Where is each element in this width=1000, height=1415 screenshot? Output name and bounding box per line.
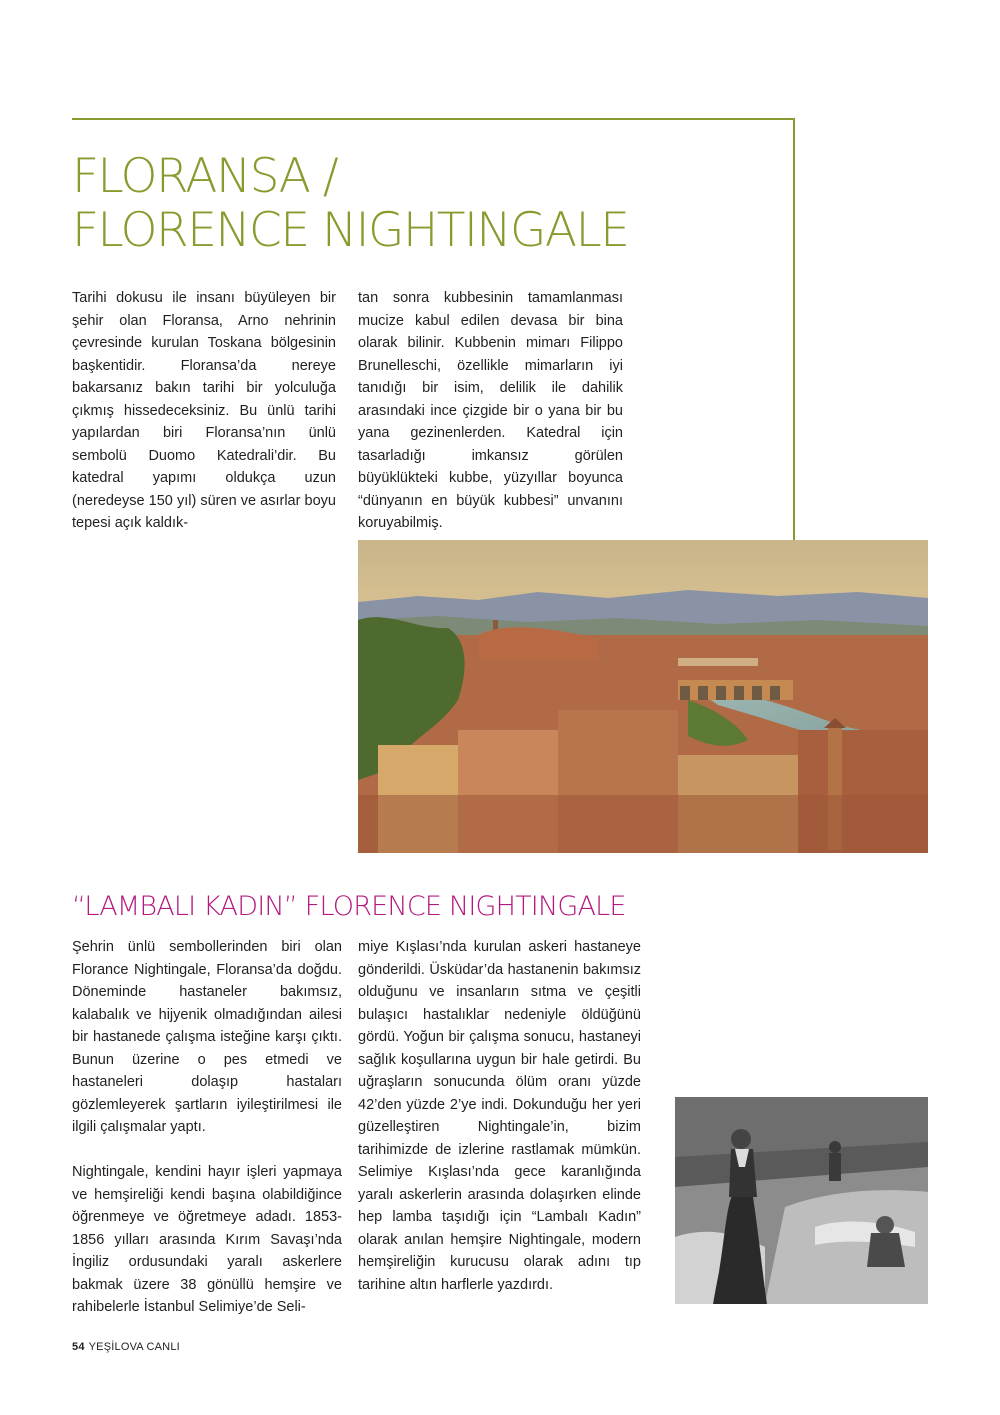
page-number: 54 (72, 1341, 85, 1353)
intro-paragraph-1: Tarihi dokusu ile insanı büyüleyen bir şehir olan Floransa, Arno nehrinin çevresinde kurulan Toskana bölgesinin başkentidir. Floransa’da nereye bakarsanız bakın tarihi bir yolculuğa çıkmış hissedeceksiniz. Bu ünlü tarihi yapılardan biri Floransa’nın ünlü sembolü Duomo Katedrali’dir. Bu katedral yapımı oldukça uzun (neredeyse 150 yıl) süren ve asırlar boyu tepesi açık kaldık- (72, 290, 336, 531)
frame-right-rule (793, 118, 795, 608)
body-column-2 (358, 936, 641, 1296)
frame-top-rule (72, 118, 795, 120)
nightingale-engraving-photo (675, 1097, 928, 1304)
body-column-1 (72, 936, 342, 1319)
intro-column-1 (72, 287, 336, 535)
intro-column-2 (358, 287, 623, 535)
section-subtitle: “LAMBALI KADIN” FLORENCE NIGHTINGALE (72, 891, 626, 922)
intro-paragraph-2: tan sonra kubbesinin tamamlanması mucize kabul edilen devasa bir bina olarak bilinir. Kubbenin mimarı Filippo Brunelleschi, özellikle mimarların iyi tanıdığı bir isim, delilik ile dahilik arasındaki ince çizgide bir o yana bir bu yana gezinenlerden. Katedral için tasarladığı imkansız görülen büyüklükteki kubbe, yüzyıllar boyunca “dünyanın en büyük kubbesi” unvanını koruyabilmiş. (358, 290, 623, 531)
article-title-line-1: FLORANSA / (72, 149, 338, 204)
body-paragraph-3: miye Kışlası’nda kurulan askeri hastaneye gönderildi. Üsküdar’da hastanenin bakımsız olduğunu ve insanların sıtma ve çeşitli bulaşıcı hastalıklar nedeniyle öldüğünü gördü. Yoğun bir çalışma sonucu, hastaneyi sağlık koşullarına uygun bir hale getirdi. Bu uğraşların sonucunda ölüm oranı yüzde 42’den yüzde 2’ye indi. Dokunduğu her yeri güzelleştiren Nightingale’in, bizim tarihimizde de izlerine rastlamak mümkün. Selimiye Kışlası’nda gece karanlığında yaralı askerlerin arasında dolaşırken elinde hep lamba taşıdığı için “Lambalı Kadın” olarak anılan hemşire Nightingale, modern hemşireliğin kurucusu olarak adını tıp tarihine altın harflerle yazdırdı. (358, 939, 641, 1293)
body-paragraph-2: Nightingale, kendini hayır işleri yapmaya ve hemşireliği kendi başına olabildiğince öğrenmeye ve öğretmeye adadı. 1853- 1856 yılları arasında Kırım Savaşı’nda İngiliz ordusundaki yaralı askerlere bakmak üzere 38 gönüllü hemşire ve rahibelerle İstanbul Selimiye’de Seli- (72, 1164, 342, 1315)
page-footer (72, 1341, 180, 1353)
florence-cityscape-photo (358, 540, 928, 853)
article-title (72, 150, 628, 258)
magazine-name: YEŞİLOVA CANLI (88, 1341, 180, 1353)
article-title-line-2: FLORENCE NIGHTINGALE (72, 203, 629, 258)
body-paragraph-1: Şehrin ünlü sembollerinden biri olan Florance Nightingale, Floransa’da doğdu. Döneminde hastaneler bakımsız, kalabalık ve hijyenik olmadığından ailesi bir hastanede çalışma isteğine karşı çıktı. Bunun üzerine o pes etmedi ve hastaneleri dolaşıp hastaları gözlemleyerek şartların iyileştirilmesi ile ilgili çalışmalar yaptı. (72, 939, 342, 1135)
